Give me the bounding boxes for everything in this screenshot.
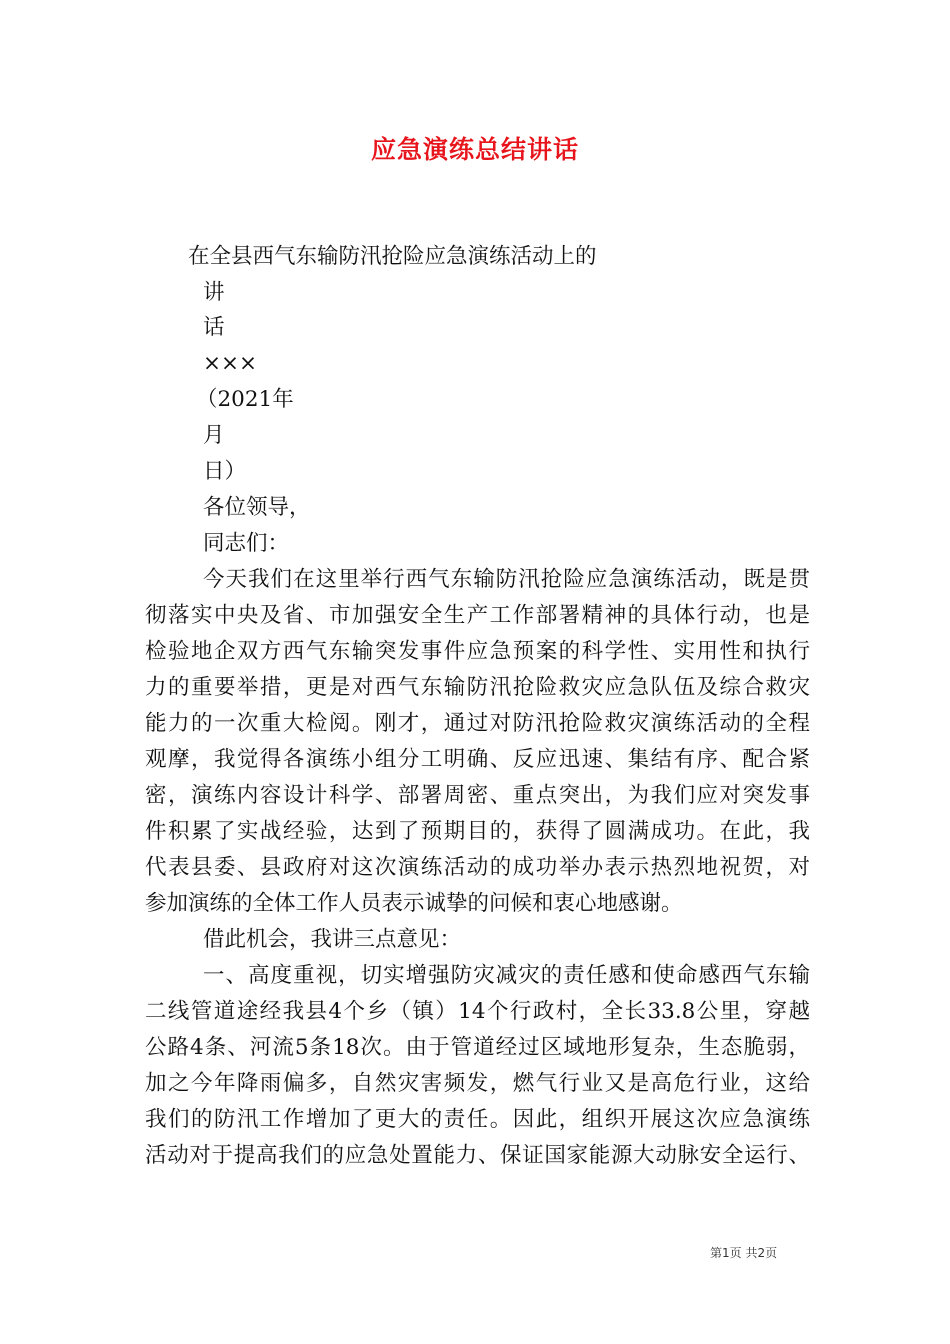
- paragraph-line: 公路4条、河流5条18次。由于管道经过区域地形复杂，生态脆弱，: [145, 1035, 810, 1060]
- section-heading-line: 一、高度重视，切实增强防灾减灾的责任感和使命感西气东输: [203, 963, 810, 988]
- paragraph-line: 活动对于提高我们的应急处置能力、保证国家能源大动脉安全运行、: [145, 1143, 810, 1168]
- paragraph-line: 力的重要举措，更是对西气东输防汛抢险救灾应急队伍及综合救灾: [145, 675, 810, 700]
- date-year: （2021年: [196, 387, 294, 412]
- paragraph-line: 能力的一次重大检阅。刚才，通过对防汛抢险救灾演练活动的全程: [145, 711, 810, 736]
- paragraph-line: 今天我们在这里举行西气东输防汛抢险应急演练活动，既是贯: [203, 567, 810, 592]
- paragraph-line: 我们的防汛工作增加了更大的责任。因此，组织开展这次应急演练: [145, 1107, 810, 1132]
- paragraph-line: 检验地企双方西气东输突发事件应急预案的科学性、实用性和执行: [145, 639, 810, 664]
- header-line-speech-1: 讲: [203, 280, 225, 305]
- salutation-leaders: 各位领导，: [203, 495, 311, 520]
- page-number-indicator: 第1页 共2页: [710, 1246, 778, 1260]
- date-month: 月: [203, 423, 225, 448]
- speaker-name: ×××: [203, 351, 258, 376]
- header-line-speech-2: 话: [203, 315, 225, 340]
- paragraph-line: 参加演练的全体工作人员表示诚挚的问候和衷心地感谢。: [145, 891, 683, 916]
- paragraph-line: 二线管道途经我县4个乡（镇）14个行政村，全长33.8公里，穿越: [145, 999, 810, 1024]
- paragraph-line: 代表县委、县政府对这次演练活动的成功举办表示热烈地祝贺，对: [145, 855, 810, 880]
- paragraph-line: 密，演练内容设计科学、部署周密、重点突出，为我们应对突发事: [145, 783, 810, 808]
- date-day: 日）: [203, 459, 247, 484]
- salutation-comrades: 同志们：: [203, 531, 290, 556]
- paragraph-line: 加之今年降雨偏多，自然灾害频发，燃气行业又是高危行业，这给: [145, 1071, 810, 1096]
- speech-subtitle: 在全县西气东输防汛抢险应急演练活动上的: [188, 244, 597, 269]
- paragraph-line: 件积累了实战经验，达到了预期目的，获得了圆满成功。在此，我: [145, 819, 810, 844]
- paragraph-line: 彻落实中央及省、市加强安全生产工作部署精神的具体行动，也是: [145, 603, 810, 628]
- paragraph-line: 借此机会，我讲三点意见：: [203, 927, 462, 952]
- document-title: 应急演练总结讲话: [370, 135, 579, 164]
- paragraph-line: 观摩，我觉得各演练小组分工明确、反应迅速、集结有序、配合紧: [145, 747, 810, 772]
